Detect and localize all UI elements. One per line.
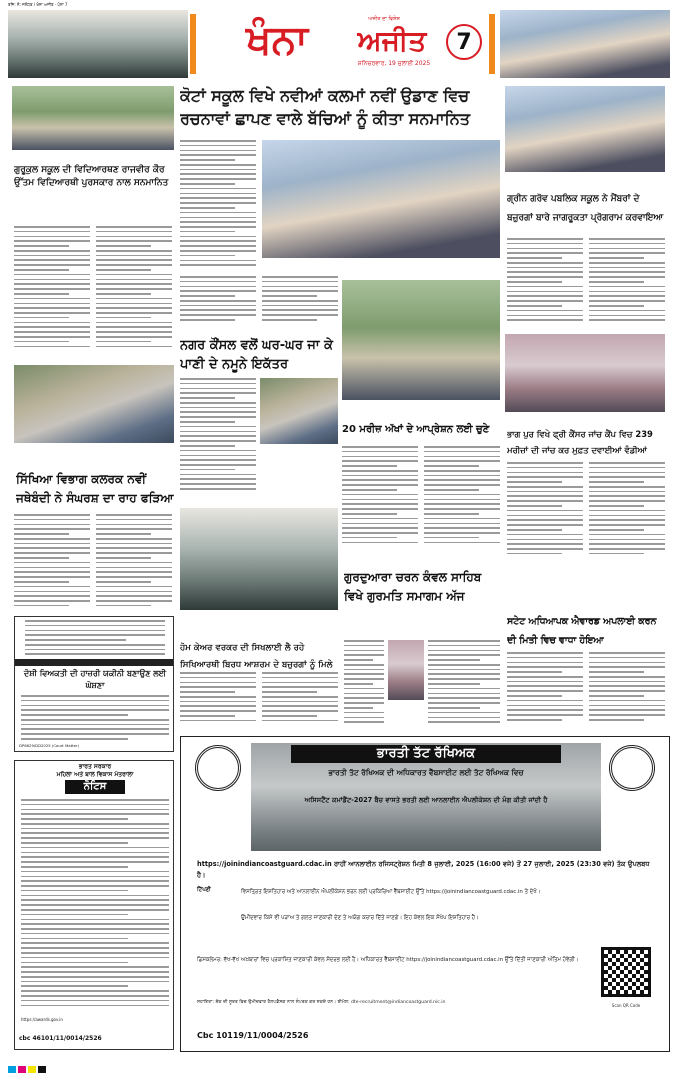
gurdwara-headline: ਗੁਰਦੁਆਰਾ ਚਰਨ ਕੰਵਲ ਸਾਹਿਬ ਵਿਖੇ ਗੁਰਮਤਿ ਸਮਾਗਮ ਅੱਜ xyxy=(344,570,482,603)
gurdwara-body-col2 xyxy=(428,640,500,732)
masthead-title-left: ਖੰਨਾ xyxy=(246,17,308,63)
gurukul-body-col1 xyxy=(14,226,90,356)
kotan-body-col3 xyxy=(180,276,256,326)
cancer-body-col1 xyxy=(507,462,583,562)
notice-bar xyxy=(15,659,173,666)
attendance-notice-box xyxy=(14,616,174,752)
color-swatch-magenta xyxy=(18,1066,26,1073)
coastguard-emblem-right xyxy=(609,745,655,791)
coastguard-emblem-left xyxy=(195,745,241,791)
print-meta: ਰਜਿ: ਨੰ: ਜਲੰਧਰ / ਖੰਨਾ ਅਜੀਤ · ਪੰਨਾ 7 xyxy=(8,2,68,7)
coastguard-note-1: ਵਿਸਤ੍ਰਿਤ ਇਸ਼ਤਿਹਾਰ ਅਤੇ ਆਨਲਾਈਨ ਐਪਲੀਕੇਸ਼ਨ ਭਰਨ ਲਈ ਪ੍ਰਕਿਰਿਆ ਵੈੱਬਸਾਈਟ ਉੱਤੇ https://joinindiancoastguard.cdac.in ਤੇ ਦੇਖੋ। xyxy=(241,889,541,895)
ministry-url: https://awards.gov.in xyxy=(21,1017,63,1022)
coastguard-code: Cbc 10119/11/0004/2526 xyxy=(197,1031,309,1040)
green-grove-headline: ਗ੍ਰੀਨ ਗਰੋਵ ਪਬਲਿਕ ਸਕੂਲ ਨੇ ਮੈਂਬਰਾਂ ਦੇ ਬਜ਼ੁਰਗਾਂ ਬਾਰੇ ਜਾਗਰੂਕਤਾ ਪ੍ਰੋਗਰਾਮ ਕਰਵਾਇਆ xyxy=(507,194,664,223)
cancer-camp-headline: ਭਾਗ ਪੁਰ ਵਿਖੇ ਫ੍ਰੀ ਕੈਂਸਰ ਜਾਂਚ ਕੈਂਪ ਵਿਚ 239 ਮਰੀਜ਼ਾਂ ਦੀ ਜਾਂਚ ਕਰ ਮੁਫ਼ਤ ਦਵਾਈਆਂ ਵੰਡੀਆਂ xyxy=(507,429,653,455)
registration-bar xyxy=(8,1066,668,1073)
green-grove-body-col2 xyxy=(589,238,665,328)
home-care-photo xyxy=(180,508,338,610)
coastguard-post-line: ਅਸਿਸਟੈਂਟ ਕਮਾਂਡੈਂਟ-2027 ਬੈਚ ਵਾਸਤੇ ਭਰਤੀ ਲਈ ਆਨਲਾਈਨ ਐਪਲੀਕੇਸ਼ਨ ਦੀ ਮੰਗ ਕੀਤੀ ਜਾਂਦੀ ਹੈ xyxy=(304,796,548,804)
kotan-body-col1 xyxy=(180,140,256,272)
sikhya-body-col2 xyxy=(96,514,172,614)
sikhya-photo-caption xyxy=(14,446,174,455)
eye-camp-body-col1 xyxy=(342,446,418,554)
coastguard-warning: ਡਿਸਕਲੇਮਰ: ਵੱਖ-ਵੱਖ ਅਖ਼ਬਾਰਾਂ ਵਿਚ ਪ੍ਰਕਾਸ਼ਿਤ ਜਾਣਕਾਰੀ ਕੇਵਲ ਸੰਦਰਭ ਲਈ ਹੈ। ਅਧਿਕਾਰਤ ਵੈੱਬਸਾਈਟ https://joinindiancoastguard.cdac.in ਉੱਤੇ ਦਿੱਤੀ ਜਾਣਕਾਰੀ ਅੰਤਿਮ ਹੋਵੇਗੀ। xyxy=(197,957,579,963)
portrait-caption xyxy=(260,446,338,455)
ministry-notice-box xyxy=(14,760,174,1050)
masthead-date: ਸ਼ਨਿਚਰਵਾਰ, 19 ਜੁਲਾਈ 2025 xyxy=(357,60,431,67)
coastguard-note-label: ਟਿੱਪਣੀ xyxy=(197,887,211,893)
notice-word: ਨੋਟਿਸ xyxy=(65,780,125,794)
coastguard-title: ਭਾਰਤੀ ਤੱਟ ਰੱਖਿਅਕ xyxy=(291,745,561,763)
masthead-tagline: ਅਜੀਤ ਦਾ ਵਿਸ਼ੇਸ਼ xyxy=(368,16,400,22)
coastguard-url-line: https://joinindiancoastguard.cdac.in ਰਾਹੀਂ ਆਨਲਾਈਨ ਰਜਿਸਟ੍ਰੇਸ਼ਨ ਮਿਤੀ 8 ਜੁਲਾਈ, 2025 (16:00 ਵਜੇ) ਤੋਂ 27 ਜੁਲਾਈ, 2025 (23:30 ਵਜੇ) ਤੱਕ ਉਪਲਬਧ ਹੈ। xyxy=(197,860,650,879)
notice-header-lines xyxy=(25,620,165,658)
home-care-photo-caption xyxy=(180,612,338,621)
attendance-ref: DP6629/DD2025 (Court Matter) xyxy=(19,743,79,748)
sikhya-body-col1 xyxy=(14,514,90,614)
home-care-headline: ਹੋਮ ਕੇਅਰ ਵਰਕਰ ਦੀ ਸਿਖਲਾਈ ਲੈ ਰਹੇ ਸਿਖਿਆਰਥੀ ਬਿਰਧ ਆਸ਼ਰਮ ਦੇ ਬਜ਼ੁਰਗਾਂ ਨੂੰ ਮਿਲੇ xyxy=(180,643,333,670)
green-grove-photo-caption xyxy=(505,174,665,183)
top-banner-headline: ਕੋਟਾਂ ਸਕੂਲ ਵਿਖੇ ਨਵੀਆਂ ਕਲਮਾਂ ਨਵੀਂ ਉਡਾਣ ਵਿਚ ਰਚਨਾਵਾਂ ਛਾਪਣ ਵਾਲੇ ਬੱਚਿਆਂ ਨੂੰ ਕੀਤਾ ਸਨਮਾਨਿਤ xyxy=(180,86,470,128)
coastguard-note-2: ਉਮੀਦਵਾਰ ਕਿਸੇ ਵੀ ਪੜਾਅ ਤੇ ਗਲਤ ਜਾਣਕਾਰੀ ਦੇਣ ਤੇ ਅਯੋਗ ਕਰਾਰ ਦਿੱਤੇ ਜਾਣਗੇ। ਇਹ ਕੇਵਲ ਇਕ ਸੰਖੇਪ ਇਸ਼ਤਿਹਾਰ ਹੈ। xyxy=(241,915,479,921)
qr-label: Scan QR Code xyxy=(611,1003,641,1008)
cancer-body-col2 xyxy=(589,462,665,562)
nagar-council-portrait xyxy=(260,378,338,444)
sikhya-headline: ਸਿੱਖਿਆ ਵਿਭਾਗ ਕਲਰਕ ਨਵੀਂ ਜਥੇਬੰਦੀ ਨੇ ਸੰਘਰਸ਼ ਦਾ ਰਾਹ ਫੜਿਆ xyxy=(16,472,174,505)
coastguard-helpline: ਸਹਾਇਤਾ: ਸ਼ੱਕ ਦੀ ਸੂਰਤ ਵਿਚ ਉਮੀਦਵਾਰ ਹੈਲਪਡੈਸਕ ਨਾਲ ਸੰਪਰਕ ਕਰ ਸਕਦੇ ਹਨ। ਈਮੇਲ: dte-recruitment@indiancoastguard.nic.in xyxy=(197,1000,446,1005)
home-care-body-col1 xyxy=(180,672,256,728)
gurukul-body-col2 xyxy=(96,226,172,356)
color-swatch-yellow xyxy=(28,1066,36,1073)
eye-camp-photo xyxy=(342,280,500,400)
masthead-photo-right xyxy=(500,10,670,78)
gurukul-photo xyxy=(12,86,174,150)
page-number: 7 xyxy=(446,24,482,60)
color-swatch-cyan xyxy=(8,1066,16,1073)
eye-camp-body-col2 xyxy=(424,446,500,554)
gurdwara-portrait xyxy=(388,640,424,700)
sikhya-photo xyxy=(14,365,174,443)
gurukul-photo-caption xyxy=(12,152,174,161)
cancer-camp-photo-caption xyxy=(505,414,665,423)
nagar-council-headline: ਨਗਰ ਕੌਂਸਲ ਵਲੋਂ ਘਰ-ਘਰ ਜਾ ਕੇ ਪਾਣੀ ਦੇ ਨਮੂਨੇ ਇਕੱਤਰ xyxy=(180,338,334,372)
nagar-council-body xyxy=(180,378,256,498)
state-award-body-col1 xyxy=(507,652,583,732)
green-grove-photo xyxy=(505,86,665,172)
eye-camp-photo-caption xyxy=(342,402,500,411)
color-swatch-black xyxy=(38,1066,46,1073)
eye-camp-headline: 20 ਮਰੀਜ਼ ਅੱਖਾਂ ਦੇ ਆਪ੍ਰੇਸ਼ਨ ਲਈ ਚੁਣੇ xyxy=(342,424,490,435)
coastguard-subtitle: ਭਾਰਤੀ ਤੱਟ ਰੱਖਿਅਕ ਦੀ ਅਧਿਕਾਰਤ ਵੈੱਬਸਾਈਟ ਲਈ ਤੱਟ ਰੱਖਿਅਕ ਵਿਚ xyxy=(328,768,524,777)
masthead-photo-left xyxy=(8,10,188,78)
masthead-title-right: ਅਜੀਤ xyxy=(357,24,427,57)
coastguard-ad xyxy=(180,736,670,1052)
qr-code-icon xyxy=(601,947,651,997)
ministry-name: ਮਹਿਲਾ ਅਤੇ ਬਾਲ ਵਿਕਾਸ ਮੰਤਰਾਲਾ xyxy=(56,771,134,778)
kotan-photo-caption xyxy=(262,260,500,269)
kotan-school-photo xyxy=(262,140,500,258)
ministry-notice-body xyxy=(21,799,169,1013)
masthead-banner xyxy=(190,14,495,74)
state-award-body-col2 xyxy=(589,652,665,732)
kotan-body-col2 xyxy=(262,276,338,326)
gurukul-headline: ਗੁਰੂਕੁਲ ਸਕੂਲ ਦੀ ਵਿਦਿਆਰਥਣ ਰਾਜਵੀਰ ਕੌਰ ਉੱਤਮ ਵਿਦਿਆਰਥੀ ਪੁਰਸਕਾਰ ਨਾਲ ਸਨਮਾਨਿਤ xyxy=(14,165,169,188)
green-grove-body-col1 xyxy=(507,238,583,328)
attendance-body xyxy=(21,695,169,741)
ministry-code: cbc 46101/11/0014/2526 xyxy=(19,1035,102,1042)
govt-label: ਭਾਰਤ ਸਰਕਾਰ xyxy=(78,763,112,770)
gurdwara-body-col1 xyxy=(344,640,384,732)
attendance-title: ਦੋਸ਼ੀ ਵਿਅਕਤੀ ਦੀ ਹਾਜ਼ਰੀ ਯਕੀਨੀ ਬਣਾਉਣ ਲਈ ਘੋਸ਼ਣਾ xyxy=(23,669,167,690)
cancer-camp-photo xyxy=(505,334,665,412)
home-care-body-col2 xyxy=(262,672,338,728)
state-award-headline: ਸਟੇਟ ਅਧਿਆਪਕ ਐਵਾਰਡ ਅਪਲਾਈ ਕਰਨ ਦੀ ਮਿਤੀ ਵਿਚ ਵਾਧਾ ਹੋਇਆ xyxy=(507,616,657,646)
